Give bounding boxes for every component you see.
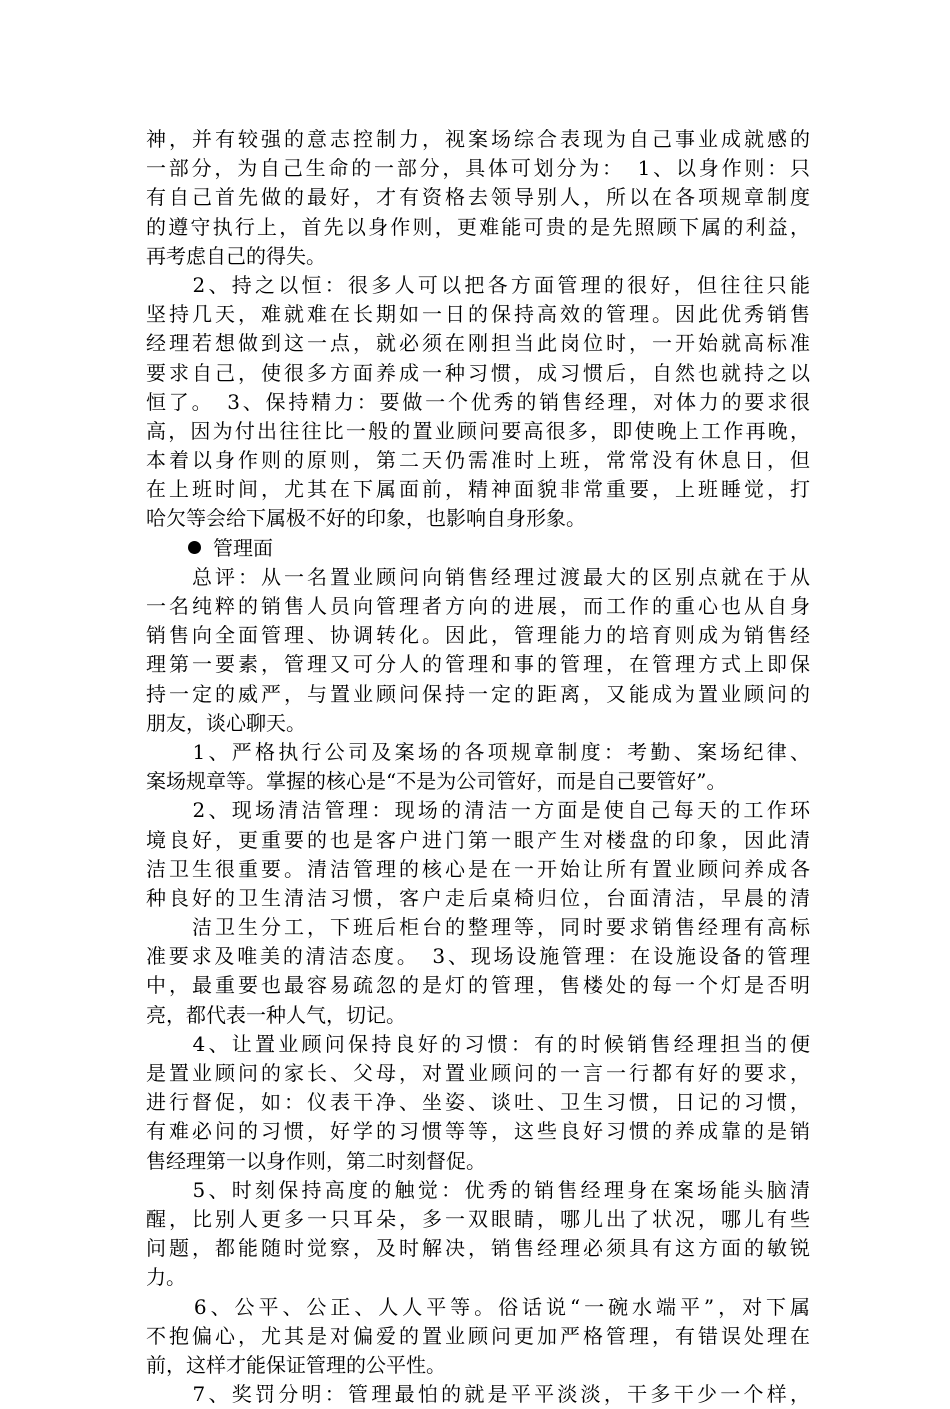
text-line: 经理若想做到这一点，就必须在刚担当此岗位时，一开始就高标准 — [146, 331, 810, 356]
text-line: 总评：从一名置业顾问向销售经理过渡最大的区别点就在于从 — [146, 564, 810, 589]
text-line: 5、时刻保持高度的触觉：优秀的销售经理身在案场能头脑清 — [146, 1177, 810, 1202]
text-line: 中，最重要也最容易疏忽的是灯的管理，售楼处的每一个灯是否明 — [146, 973, 810, 998]
text-line: 一名纯粹的销售人员向管理者方向的进展，而工作的重心也从自身 — [146, 594, 810, 618]
text-line: 2、现场清洁管理：现场的清洁一方面是使自己每天的工作环 — [146, 798, 810, 823]
text-line: 的遵守执行上，首先以身作则，更难能可贵的是先照顾下属的利益， — [146, 214, 810, 239]
text-line: 洁卫生分工，下班后柜台的整理等，同时要求销售经理有高标 — [146, 915, 810, 940]
text-line: 7、奖罚分明：管理最怕的就是平平淡淡，干多干少一个样， — [146, 1382, 810, 1407]
text-line: 哈欠等会给下属极不好的印象，也影响自身形象。 — [146, 506, 586, 531]
section-heading — [146, 534, 810, 563]
text-line: 要求自己，使很多方面养成一种习惯，成习惯后，自然也就持之以 — [146, 360, 810, 385]
text-line: 再考虑自己的得失。 — [146, 243, 326, 268]
text-line: 一部分，为自己生命的一部分，具体可划分为： 1、以身作则：只 — [146, 156, 810, 181]
text-line: 前，这样才能保证管理的公平性。 — [146, 1352, 446, 1377]
text-line: 问题，都能随时觉察，及时解决，销售经理必须具有这方面的敏锐 — [146, 1236, 810, 1261]
text-line: 销售向全面管理、协调转化。因此，管理能力的培育则成为销售经 — [146, 623, 810, 648]
text-line: 4、让置业顾问保持良好的习惯：有的时候销售经理担当的便 — [146, 1031, 810, 1056]
text-line: 境良好，更重要的也是客户进门第一眼产生对楼盘的印象，因此清 — [146, 827, 810, 852]
body-text — [146, 125, 810, 1409]
text-line: 2、持之以恒：很多人可以把各方面管理的很好，但往往只能 — [146, 272, 810, 297]
bullet-icon — [188, 541, 201, 554]
text-line: 本着以身作则的原则，第二天仍需准时上班，常常没有休息日，但 — [146, 448, 810, 473]
text-line: 进行督促，如：仪表干净、坐姿、谈吐、卫生习惯，日记的习惯， — [146, 1090, 810, 1115]
text-line: 坚持几天，难就难在长期如一日的保持高效的管理。因此优秀销售 — [146, 302, 810, 327]
text-line: 力。 — [146, 1265, 186, 1290]
text-line: 1、严格执行公司及案场的各项规章制度：考勤、案场纪律、 — [146, 739, 810, 764]
text-line: 是置业顾问的家长、父母，对置业顾问的一言一行都有好的要求， — [146, 1061, 810, 1085]
text-line: 案场规章等。掌握的核心是“不是为公司管好，而是自己要管好”。 — [146, 769, 727, 794]
text-line: 洁卫生很重要。清洁管理的核心是在一开始让所有置业顾问养成各 — [146, 856, 810, 881]
text-line: 6、公平、公正、人人平等。俗话说“一碗水端平”，对下属 — [146, 1294, 810, 1319]
section-heading-text: 管理面 — [213, 535, 273, 560]
text-line: 在上班时间，尤其在下属面前，精神面貌非常重要，上班睡觉，打 — [146, 477, 810, 502]
text-line: 恒了。 3、保持精力：要做一个优秀的销售经理，对体力的要求很 — [146, 389, 810, 414]
text-line: 理第一要素，管理又可分人的管理和事的管理，在管理方式上即保 — [146, 652, 810, 677]
text-line: 朋友，谈心聊天。 — [146, 710, 306, 735]
text-line: 有自己首先做的最好，才有资格去领导别人，所以在各项规章制度 — [146, 185, 810, 210]
text-line: 亮，都代表一种人气，切记。 — [146, 1002, 406, 1027]
text-line: 准要求及唯美的清洁态度。 3、现场设施管理：在设施设备的管理 — [146, 944, 810, 969]
text-line: 醒，比别人更多一只耳朵，多一双眼睛，哪儿出了状况，哪儿有些 — [146, 1206, 810, 1231]
text-line: 高，因为付出往往比一般的置业顾问要高很多，即使晚上工作再晚， — [146, 418, 810, 443]
text-line: 神，并有较强的意志控制力，视案场综合表现为自己事业成就感的 — [146, 127, 810, 151]
text-line: 有难必问的习惯，好学的习惯等等，这些良好习惯的养成靠的是销 — [146, 1119, 810, 1144]
text-line: 持一定的威严，与置业顾问保持一定的距离，又能成为置业顾问的 — [146, 681, 810, 706]
text-line: 售经理第一以身作则，第二时刻督促。 — [146, 1148, 486, 1173]
text-line: 种良好的卫生清洁习惯，客户走后桌椅归位，台面清洁，早晨的清 — [146, 885, 810, 910]
text-line: 不抱偏心，尤其是对偏爱的置业顾问更加严格管理，有错误处理在 — [146, 1323, 810, 1348]
